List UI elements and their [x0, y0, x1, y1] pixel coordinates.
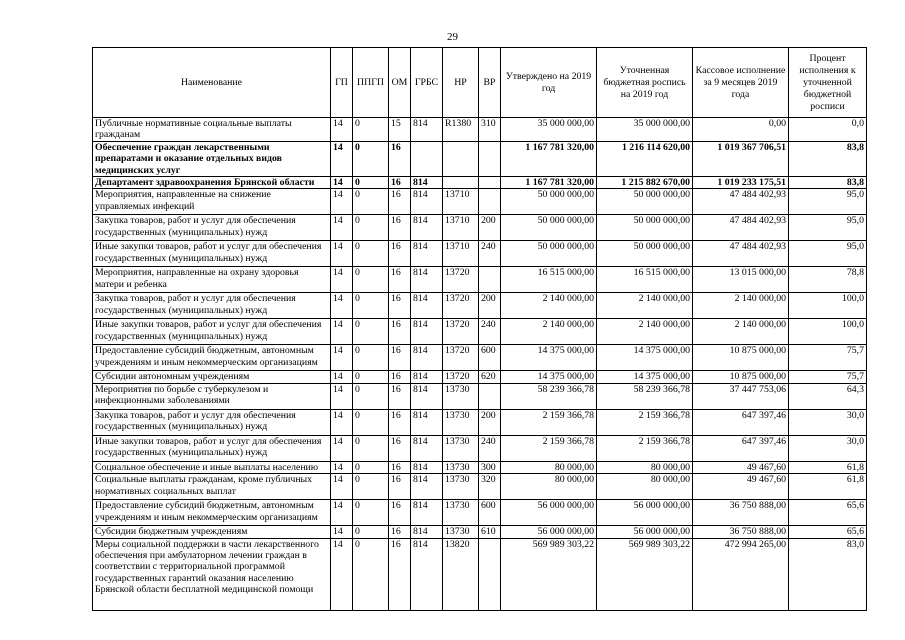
cell-name: Мероприятия, направленные на охрану здоровья матери и ребенка — [93, 267, 331, 293]
cell-revised: 16 515 000,00 — [597, 267, 693, 293]
header-approved: Утверждено на 2019 год — [501, 48, 597, 118]
cell-name: Социальное обеспечение и иные выплаты населению — [93, 461, 331, 473]
cell-revised: 50 000 000,00 — [597, 189, 693, 215]
cell-vr: 200 — [479, 215, 501, 241]
cell-cash: 0,00 — [693, 118, 789, 142]
cell-approved: 56 000 000,00 — [501, 500, 597, 526]
cell-np: 13730 — [443, 526, 479, 538]
cell-approved: 2 159 366,78 — [501, 435, 597, 461]
cell-ppgp: 0 — [353, 345, 389, 371]
cell-np: 13730 — [443, 461, 479, 473]
cell-np: 13710 — [443, 189, 479, 215]
cell-np — [443, 177, 479, 189]
cell-cash: 472 994 265,00 — [693, 538, 789, 610]
cell-gp: 14 — [331, 461, 353, 473]
cell-cash: 47 484 402,93 — [693, 215, 789, 241]
cell-cash: 10 875 000,00 — [693, 345, 789, 371]
cell-om: 15 — [389, 118, 411, 142]
cell-vr: 600 — [479, 500, 501, 526]
cell-gp: 14 — [331, 500, 353, 526]
header-grbs: ГРБС — [411, 48, 443, 118]
cell-percent: 65,6 — [789, 526, 867, 538]
cell-revised: 14 375 000,00 — [597, 371, 693, 383]
cell-grbs: 814 — [411, 345, 443, 371]
cell-om: 16 — [389, 267, 411, 293]
cell-ppgp: 0 — [353, 118, 389, 142]
cell-percent: 78,8 — [789, 267, 867, 293]
cell-gp: 14 — [331, 383, 353, 409]
cell-ppgp: 0 — [353, 241, 389, 267]
cell-gp: 14 — [331, 293, 353, 319]
table-row — [93, 526, 867, 538]
cell-gp: 14 — [331, 319, 353, 345]
cell-percent: 83,8 — [789, 177, 867, 189]
cell-gp: 14 — [331, 215, 353, 241]
cell-cash: 1 019 233 175,51 — [693, 177, 789, 189]
cell-approved: 14 375 000,00 — [501, 345, 597, 371]
cell-np: 13730 — [443, 435, 479, 461]
cell-ppgp: 0 — [353, 177, 389, 189]
cell-percent: 75,7 — [789, 345, 867, 371]
cell-np — [443, 141, 479, 176]
cell-approved: 2 159 366,78 — [501, 409, 597, 435]
cell-name: Субсидии автономным учреждениям — [93, 371, 331, 383]
cell-grbs: 814 — [411, 118, 443, 142]
cell-vr: 200 — [479, 293, 501, 319]
header-vr: ВР — [479, 48, 501, 118]
cell-np: 13730 — [443, 474, 479, 500]
cell-cash: 47 484 402,93 — [693, 189, 789, 215]
cell-gp: 14 — [331, 118, 353, 142]
cell-np: 13820 — [443, 538, 479, 610]
cell-percent: 30,0 — [789, 435, 867, 461]
cell-approved: 16 515 000,00 — [501, 267, 597, 293]
cell-name: Закупка товаров, работ и услуг для обеспечения государственных (муниципальных) нужд — [93, 215, 331, 241]
table-row — [93, 293, 867, 319]
cell-percent: 64,3 — [789, 383, 867, 409]
cell-gp: 14 — [331, 141, 353, 176]
cell-vr — [479, 383, 501, 409]
cell-name: Социальные выплаты гражданам, кроме публичных нормативных социальных выплат — [93, 474, 331, 500]
cell-np: 13730 — [443, 383, 479, 409]
cell-om: 16 — [389, 371, 411, 383]
cell-grbs: 814 — [411, 189, 443, 215]
cell-cash: 647 397,46 — [693, 409, 789, 435]
cell-grbs: 814 — [411, 461, 443, 473]
header-cash: Кассовое исполнение за 9 месяцев 2019 года — [693, 48, 789, 118]
cell-grbs: 814 — [411, 371, 443, 383]
cell-om: 16 — [389, 435, 411, 461]
cell-ppgp: 0 — [353, 435, 389, 461]
table-row — [93, 461, 867, 473]
cell-ppgp: 0 — [353, 215, 389, 241]
cell-ppgp: 0 — [353, 538, 389, 610]
cell-revised: 14 375 000,00 — [597, 345, 693, 371]
cell-grbs — [411, 141, 443, 176]
table-row — [93, 383, 867, 409]
cell-cash: 1 019 367 706,51 — [693, 141, 789, 176]
cell-name: Департамент здравоохранения Брянской области — [93, 177, 331, 189]
cell-name: Предоставление субсидий бюджетным, автономным учреждениям и иным некоммерческим организациям — [93, 345, 331, 371]
cell-approved: 2 140 000,00 — [501, 319, 597, 345]
cell-approved: 14 375 000,00 — [501, 371, 597, 383]
cell-ppgp: 0 — [353, 189, 389, 215]
cell-revised: 1 215 882 670,00 — [597, 177, 693, 189]
cell-grbs: 814 — [411, 526, 443, 538]
cell-revised: 80 000,00 — [597, 474, 693, 500]
cell-gp: 14 — [331, 526, 353, 538]
cell-ppgp: 0 — [353, 461, 389, 473]
cell-om: 16 — [389, 215, 411, 241]
cell-vr: 240 — [479, 435, 501, 461]
cell-vr — [479, 141, 501, 176]
cell-om: 16 — [389, 526, 411, 538]
cell-percent: 100,0 — [789, 319, 867, 345]
cell-name: Закупка товаров, работ и услуг для обеспечения государственных (муниципальных) нужд — [93, 409, 331, 435]
header-name: Наименование — [93, 48, 331, 118]
table-row — [93, 500, 867, 526]
cell-approved: 58 239 366,78 — [501, 383, 597, 409]
cell-grbs: 814 — [411, 383, 443, 409]
cell-grbs: 814 — [411, 177, 443, 189]
budget-table — [92, 47, 867, 611]
header-revised: Уточненная бюджетная роспись на 2019 год — [597, 48, 693, 118]
cell-vr: 300 — [479, 461, 501, 473]
cell-om: 16 — [389, 177, 411, 189]
cell-ppgp: 0 — [353, 141, 389, 176]
header-row — [93, 48, 867, 118]
cell-gp: 14 — [331, 435, 353, 461]
cell-ppgp: 0 — [353, 474, 389, 500]
table-row — [93, 177, 867, 189]
cell-vr — [479, 189, 501, 215]
cell-approved: 2 140 000,00 — [501, 293, 597, 319]
cell-vr — [479, 538, 501, 610]
cell-grbs: 814 — [411, 409, 443, 435]
cell-revised: 2 159 366,78 — [597, 409, 693, 435]
cell-approved: 50 000 000,00 — [501, 241, 597, 267]
cell-cash: 2 140 000,00 — [693, 319, 789, 345]
table-row — [93, 409, 867, 435]
cell-vr: 320 — [479, 474, 501, 500]
table-row — [93, 371, 867, 383]
cell-revised: 569 989 303,22 — [597, 538, 693, 610]
cell-cash: 49 467,60 — [693, 474, 789, 500]
cell-np: 13720 — [443, 371, 479, 383]
cell-revised: 2 140 000,00 — [597, 319, 693, 345]
cell-cash: 47 484 402,93 — [693, 241, 789, 267]
cell-vr: 600 — [479, 345, 501, 371]
cell-ppgp: 0 — [353, 267, 389, 293]
cell-gp: 14 — [331, 371, 353, 383]
cell-approved: 80 000,00 — [501, 474, 597, 500]
cell-revised: 56 000 000,00 — [597, 500, 693, 526]
cell-name: Публичные нормативные социальные выплаты гражданам — [93, 118, 331, 142]
cell-vr — [479, 177, 501, 189]
cell-grbs: 814 — [411, 474, 443, 500]
cell-om: 16 — [389, 409, 411, 435]
cell-approved: 50 000 000,00 — [501, 215, 597, 241]
cell-cash: 10 875 000,00 — [693, 371, 789, 383]
cell-gp: 14 — [331, 267, 353, 293]
cell-grbs: 814 — [411, 241, 443, 267]
table-row — [93, 435, 867, 461]
cell-gp: 14 — [331, 538, 353, 610]
cell-name: Иные закупки товаров, работ и услуг для обеспечения государственных (муниципальных) нужд — [93, 241, 331, 267]
cell-grbs: 814 — [411, 500, 443, 526]
cell-percent: 30,0 — [789, 409, 867, 435]
page-number: 29 — [447, 31, 458, 43]
cell-revised: 50 000 000,00 — [597, 241, 693, 267]
cell-percent: 95,0 — [789, 189, 867, 215]
cell-ppgp: 0 — [353, 409, 389, 435]
cell-gp: 14 — [331, 241, 353, 267]
cell-om: 16 — [389, 189, 411, 215]
cell-ppgp: 0 — [353, 500, 389, 526]
cell-percent: 65,6 — [789, 500, 867, 526]
header-ppgp: ППГП — [353, 48, 389, 118]
header-percent: Процент исполнения к уточненной бюджетной росписи — [789, 48, 867, 118]
table-row — [93, 189, 867, 215]
cell-grbs: 814 — [411, 215, 443, 241]
cell-om: 16 — [389, 319, 411, 345]
cell-cash: 13 015 000,00 — [693, 267, 789, 293]
table-row — [93, 267, 867, 293]
cell-np: 13720 — [443, 345, 479, 371]
cell-grbs: 814 — [411, 538, 443, 610]
cell-revised: 50 000 000,00 — [597, 215, 693, 241]
cell-cash: 49 467,60 — [693, 461, 789, 473]
cell-revised: 56 000 000,00 — [597, 526, 693, 538]
cell-cash: 36 750 888,00 — [693, 500, 789, 526]
cell-name: Мероприятия, направленные на снижение управляемых инфекций — [93, 189, 331, 215]
cell-cash: 647 397,46 — [693, 435, 789, 461]
cell-om: 16 — [389, 500, 411, 526]
cell-cash: 37 447 753,06 — [693, 383, 789, 409]
table-row — [93, 241, 867, 267]
cell-np: 13720 — [443, 319, 479, 345]
cell-revised: 2 140 000,00 — [597, 293, 693, 319]
cell-name: Иные закупки товаров, работ и услуг для обеспечения государственных (муниципальных) нужд — [93, 319, 331, 345]
cell-approved: 50 000 000,00 — [501, 189, 597, 215]
table-row — [93, 538, 867, 610]
cell-name: Предоставление субсидий бюджетным, автономным учреждениям и иным некоммерческим организациям — [93, 500, 331, 526]
cell-percent: 75,7 — [789, 371, 867, 383]
cell-percent: 83,0 — [789, 538, 867, 610]
cell-gp: 14 — [331, 189, 353, 215]
cell-revised: 35 000 000,00 — [597, 118, 693, 142]
cell-ppgp: 0 — [353, 526, 389, 538]
cell-name: Иные закупки товаров, работ и услуг для обеспечения государственных (муниципальных) нужд — [93, 435, 331, 461]
cell-om: 16 — [389, 474, 411, 500]
cell-revised: 2 159 366,78 — [597, 435, 693, 461]
table-row — [93, 319, 867, 345]
cell-om: 16 — [389, 293, 411, 319]
cell-revised: 80 000,00 — [597, 461, 693, 473]
cell-gp: 14 — [331, 409, 353, 435]
cell-vr: 240 — [479, 241, 501, 267]
cell-name: Меры социальной поддержки в части лекарственного обеспечения при амбулаторном лечении граждан в соответствии с территориальной программой государственных гарантий оказания населению Брянской области бесплатной медицинской помощи — [93, 538, 331, 610]
cell-percent: 95,0 — [789, 241, 867, 267]
cell-revised: 58 239 366,78 — [597, 383, 693, 409]
header-om: ОМ — [389, 48, 411, 118]
cell-om: 16 — [389, 241, 411, 267]
cell-gp: 14 — [331, 474, 353, 500]
cell-grbs: 814 — [411, 319, 443, 345]
cell-revised: 1 216 114 620,00 — [597, 141, 693, 176]
cell-vr — [479, 267, 501, 293]
cell-ppgp: 0 — [353, 293, 389, 319]
cell-np: 13720 — [443, 267, 479, 293]
cell-approved: 80 000,00 — [501, 461, 597, 473]
cell-om: 16 — [389, 461, 411, 473]
cell-percent: 0,0 — [789, 118, 867, 142]
cell-name: Обеспечение граждан лекарственными препаратами и оказание отдельных видов медицинских услуг — [93, 141, 331, 176]
cell-approved: 569 989 303,22 — [501, 538, 597, 610]
cell-ppgp: 0 — [353, 383, 389, 409]
cell-vr: 610 — [479, 526, 501, 538]
cell-grbs: 814 — [411, 435, 443, 461]
cell-cash: 2 140 000,00 — [693, 293, 789, 319]
cell-percent: 61,8 — [789, 474, 867, 500]
cell-percent: 83,8 — [789, 141, 867, 176]
cell-om: 16 — [389, 141, 411, 176]
cell-name: Мероприятия по борьбе с туберкулезом и инфекционными заболеваниями — [93, 383, 331, 409]
cell-approved: 35 000 000,00 — [501, 118, 597, 142]
cell-percent: 61,8 — [789, 461, 867, 473]
cell-om: 16 — [389, 538, 411, 610]
cell-vr: 310 — [479, 118, 501, 142]
cell-name: Субсидии бюджетным учреждениям — [93, 526, 331, 538]
cell-approved: 56 000 000,00 — [501, 526, 597, 538]
cell-om: 16 — [389, 345, 411, 371]
table-row — [93, 141, 867, 176]
table-row — [93, 215, 867, 241]
cell-np: 13730 — [443, 409, 479, 435]
cell-np: 13710 — [443, 215, 479, 241]
cell-vr: 240 — [479, 319, 501, 345]
table-row — [93, 118, 867, 142]
cell-ppgp: 0 — [353, 371, 389, 383]
cell-cash: 36 750 888,00 — [693, 526, 789, 538]
cell-grbs: 814 — [411, 293, 443, 319]
cell-np: 13720 — [443, 293, 479, 319]
cell-percent: 100,0 — [789, 293, 867, 319]
header-gp: ГП — [331, 48, 353, 118]
cell-name: Закупка товаров, работ и услуг для обеспечения государственных (муниципальных) нужд — [93, 293, 331, 319]
cell-np: 13710 — [443, 241, 479, 267]
table-row — [93, 474, 867, 500]
cell-grbs: 814 — [411, 267, 443, 293]
cell-om: 16 — [389, 383, 411, 409]
cell-np: R1380 — [443, 118, 479, 142]
header-np: НР — [443, 48, 479, 118]
cell-gp: 14 — [331, 345, 353, 371]
cell-gp: 14 — [331, 177, 353, 189]
cell-np: 13730 — [443, 500, 479, 526]
table-row — [93, 345, 867, 371]
cell-ppgp: 0 — [353, 319, 389, 345]
table-body — [93, 118, 867, 611]
cell-approved: 1 167 781 320,00 — [501, 141, 597, 176]
cell-vr: 620 — [479, 371, 501, 383]
cell-approved: 1 167 781 320,00 — [501, 177, 597, 189]
cell-vr: 200 — [479, 409, 501, 435]
cell-percent: 95,0 — [789, 215, 867, 241]
